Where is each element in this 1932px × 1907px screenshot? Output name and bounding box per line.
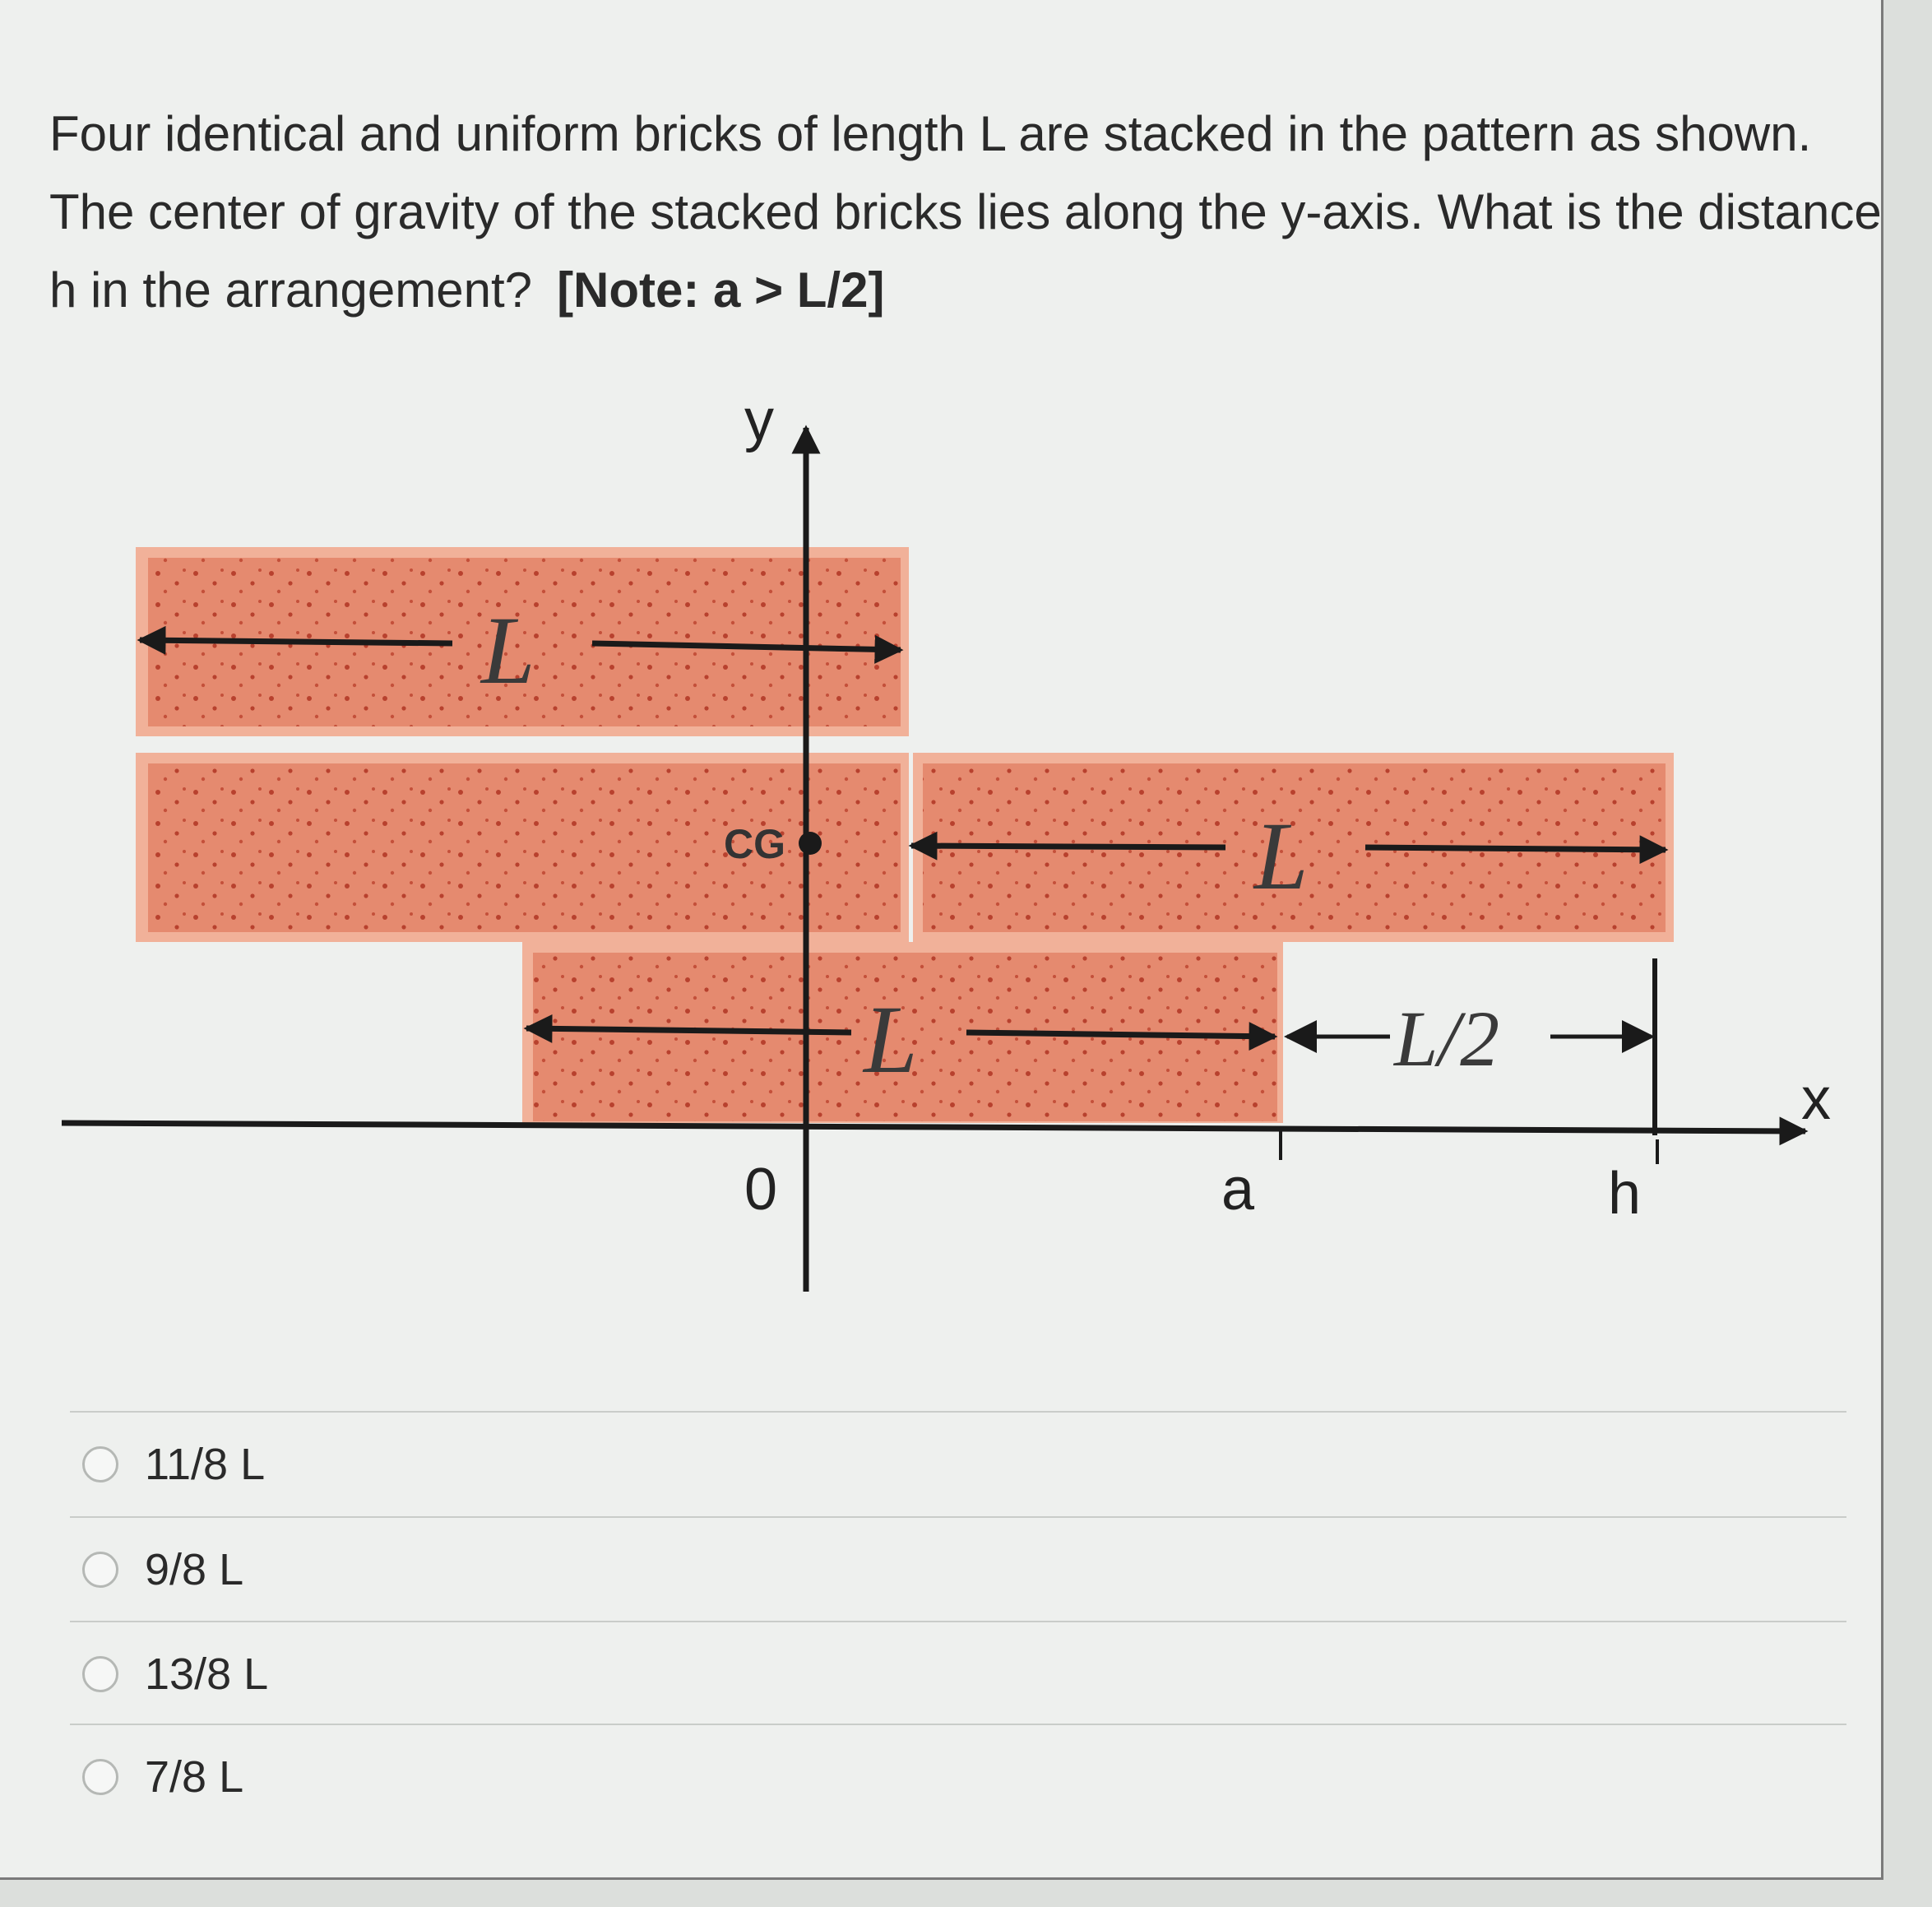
a-label: a [1221, 1157, 1255, 1223]
option-2[interactable] [82, 1541, 243, 1598]
option-2-label: 9/8 L [145, 1545, 244, 1594]
option-4[interactable] [82, 1748, 243, 1806]
option-2-radio[interactable] [82, 1552, 118, 1588]
option-4-radio[interactable] [82, 1759, 118, 1795]
options-divider-top [70, 1411, 1846, 1413]
cg-label: CG [724, 821, 785, 867]
x-axis [62, 1123, 1805, 1131]
cg-dot [799, 832, 822, 855]
options-divider-2 [70, 1621, 1846, 1622]
option-4-label: 7/8 L [145, 1752, 244, 1802]
option-3[interactable] [82, 1645, 268, 1703]
option-3-radio[interactable] [82, 1656, 118, 1692]
half-length-dimension [1287, 958, 1655, 1135]
y-axis-label: y [744, 387, 774, 453]
options-divider-1 [70, 1516, 1846, 1518]
top-brick-length-label: L [481, 596, 535, 704]
option-1[interactable] [82, 1436, 265, 1493]
option-1-label: 11/8 L [145, 1440, 266, 1489]
h-label: h [1608, 1161, 1642, 1227]
options-divider-3 [70, 1724, 1846, 1725]
brick-diagram [0, 378, 1883, 1316]
option-3-label: 13/8 L [145, 1649, 269, 1699]
question-text [49, 95, 1883, 329]
question-note: [Note: a > L/2] [557, 262, 885, 318]
question-body: Four identical and uniform bricks of length L are stacked in the pattern as shown. The center of gravity of the stacked bricks lies along the y-axis. What is the distance h in the arrangement? [49, 106, 1882, 318]
bottom-brick-length-label: L [864, 986, 918, 1093]
right-brick-length-label: L [1254, 802, 1309, 910]
brick-middle-left [136, 753, 909, 942]
x-axis-label: x [1801, 1066, 1831, 1132]
origin-label: 0 [744, 1157, 778, 1223]
option-1-radio[interactable] [82, 1446, 118, 1482]
half-length-label: L/2 [1394, 995, 1500, 1083]
